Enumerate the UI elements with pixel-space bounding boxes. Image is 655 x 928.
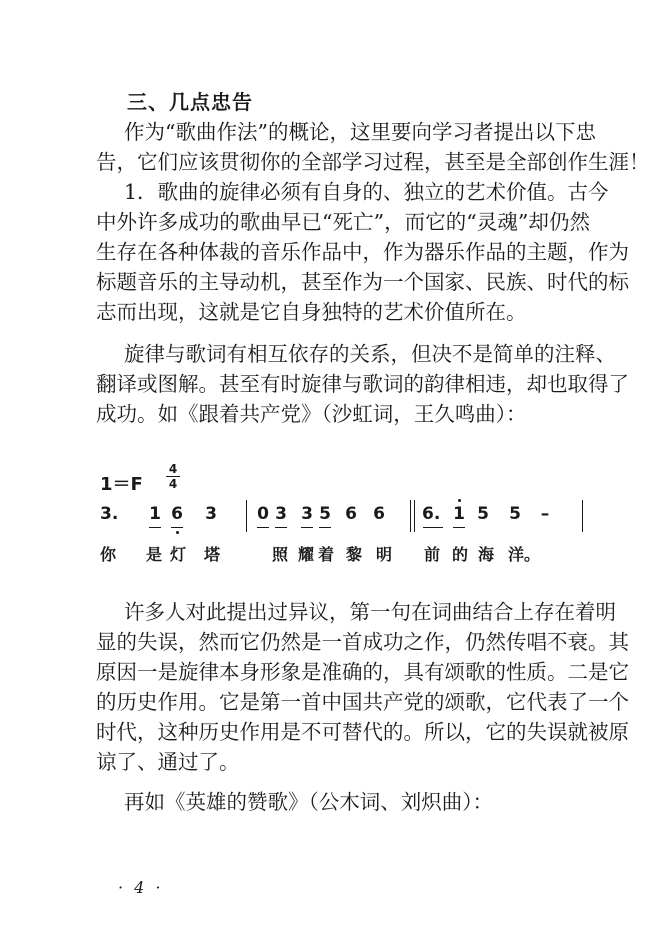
lyric-syllable: 前	[423, 545, 440, 564]
note: 6	[345, 504, 357, 524]
note: 5	[477, 504, 489, 524]
note: 1	[149, 504, 161, 524]
text-line: 志而出现，这就是它自身独特的艺术价值所在。	[96, 300, 527, 324]
key-signature: 1＝F	[100, 474, 143, 495]
note: 0	[257, 504, 269, 524]
text-line: 的历史作用。它是第一首中国共产党的颂歌，它代表了一个	[96, 690, 629, 714]
lyric-syllable: 的	[451, 545, 468, 564]
lyric-syllable: 着	[317, 545, 334, 564]
text-line: 翻译或图解。甚至有时旋律与歌词的韵律相违，却也取得了	[96, 372, 629, 396]
note: 6.	[422, 504, 444, 524]
text-line: 显的失误，然而它仍然是一首成功之作，仍然传唱不衰。其	[96, 630, 629, 654]
music-notation	[99, 462, 600, 564]
text-line: 作为“歌曲作法”的概论，这里要向学习者提出以下忠	[124, 120, 596, 144]
note: –	[540, 504, 550, 524]
note: 3	[301, 504, 313, 524]
note: 5	[509, 504, 521, 524]
lyrics-row	[100, 542, 600, 566]
note-row	[100, 504, 600, 540]
text-line: 再如《英雄的赞歌》（公木词、刘炽曲）：	[124, 790, 493, 814]
text-line: 1．歌曲的旋律必须有自身的、独立的艺术价值。古今	[124, 180, 609, 204]
paragraph-next-example	[96, 787, 590, 817]
text-line: 成功。如《跟着共产党》（沙虹词，王久鸣曲）：	[96, 402, 527, 426]
note: 3	[275, 504, 287, 524]
section-title: 三、几点忠告	[127, 90, 253, 114]
note: 1	[453, 504, 465, 524]
note: 6	[171, 504, 183, 524]
note: 5	[319, 504, 331, 524]
time-signature-top: 4	[168, 462, 178, 476]
paragraph-advice-intro	[96, 117, 650, 177]
page-number: · 4 ·	[118, 878, 164, 897]
text-line: 时代，这种历史作用是不可替代的。所以，它的失误就被原	[96, 720, 629, 744]
lyric-syllable: 海	[477, 545, 494, 564]
lyric-syllable: 是	[145, 545, 162, 564]
lyric-syllable: 洋。	[508, 545, 541, 564]
time-signature	[166, 463, 180, 490]
text-line: 旋律与歌词有相互依存的关系，但决不是简单的注释、	[124, 342, 616, 366]
text-line: 原因一是旋律本身形象是准确的，具有颂歌的性质。二是它	[96, 660, 629, 684]
note: 6	[373, 504, 385, 524]
paragraph-objections	[96, 597, 629, 777]
lyric-syllable: 照	[271, 545, 288, 564]
note: 3	[205, 504, 217, 524]
lyric-syllable: 灯	[169, 545, 186, 564]
lyric-syllable: 黎	[345, 545, 362, 564]
lyric-syllable: 塔	[203, 545, 220, 564]
text-line: 生存在各种体裁的音乐作品中，作为器乐作品的主题，作为	[96, 240, 629, 264]
paragraph-point-1	[96, 177, 629, 327]
lyric-syllable: 你	[99, 545, 116, 564]
text-line: 许多人对此提出过异议，第一句在词曲结合上存在着明	[124, 600, 616, 624]
bar-line	[246, 500, 247, 532]
bar-line	[414, 500, 415, 532]
bar-line	[582, 500, 583, 532]
paragraph-melody-lyrics	[96, 339, 629, 429]
text-line: 谅了、通过了。	[96, 750, 240, 774]
lyric-syllable: 耀	[297, 545, 314, 564]
text-line: 告，它们应该贯彻你的全部学习过程，甚至是全部创作生涯！	[96, 150, 650, 174]
text-line: 中外许多成功的歌曲早已“死亡”，而它的“灵魂”却仍然	[96, 210, 590, 234]
note: 3.	[100, 504, 119, 524]
text-line: 标题音乐的主导动机，甚至作为一个国家、民族、时代的标	[96, 270, 629, 294]
bar-line	[410, 500, 411, 532]
time-signature-bottom: 4	[168, 477, 178, 491]
lyric-syllable: 明	[375, 545, 392, 564]
